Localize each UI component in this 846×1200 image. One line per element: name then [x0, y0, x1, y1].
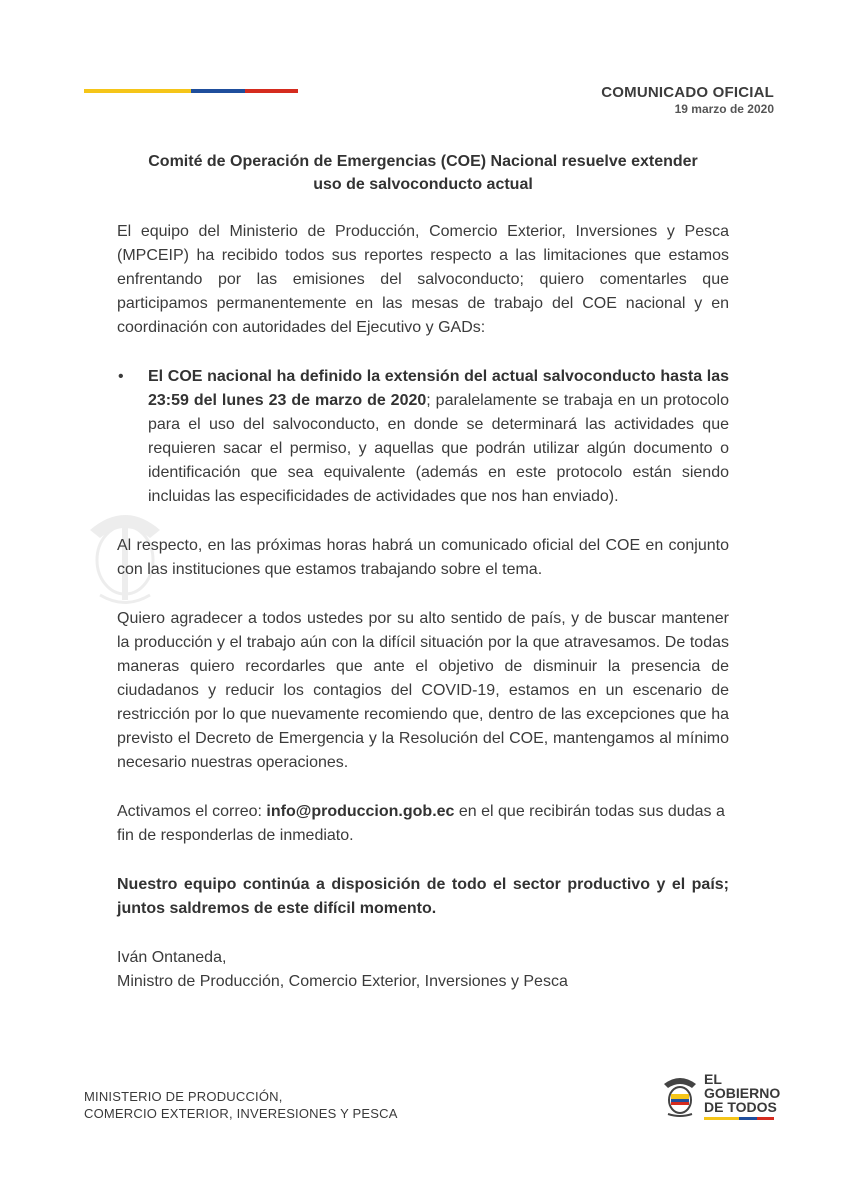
bullet-rest-text: ; paralelamente se trabaja en un protocolo para el uso del salvoconducto, en donde se determinará las actividades que requieren sacar el permiso, y aquellas que podrán utilizar algún documento o identificación que sea equivalente (además en este protocolo están siendo incluidas las especificidades de actividades que nos han enviado). — [148, 392, 730, 505]
email-link[interactable]: info@produccion.gob.ec — [266, 803, 455, 820]
gobierno-color-bar — [704, 1117, 774, 1120]
signature-name: Iván Ontaneda, — [117, 949, 227, 966]
email-pre-text: Activamos el correo: — [117, 803, 267, 820]
document-title — [100, 150, 746, 196]
gobierno-logo — [660, 1072, 780, 1120]
bullet-point: • — [118, 368, 124, 385]
gobierno-line-2: GOBIERNO — [704, 1085, 781, 1101]
email-post-text: en el que recibirán todas sus dudas a fin de responderlas de inmediato. — [117, 803, 725, 844]
signature-title: Ministro de Producción, Comercio Exterior, Inversiones y Pesca — [117, 973, 568, 990]
flag-color-bar — [84, 89, 298, 93]
gobierno-blue-stripe — [739, 1117, 757, 1120]
signature-block — [117, 946, 729, 994]
gobierno-red-stripe — [757, 1117, 775, 1120]
flag-yellow-stripe — [84, 89, 191, 93]
ministry-footer — [84, 1088, 398, 1122]
ministry-line-2: COMERCIO EXTERIOR, INVERESIONES Y PESCA — [84, 1106, 398, 1121]
bullet-item — [117, 365, 729, 509]
flag-red-stripe — [245, 89, 299, 93]
paragraph-closing: Nuestro equipo continúa a disposición de todo el sector productivo y el país; juntos saldremos de este difícil momento. — [117, 876, 729, 917]
paragraph-email — [117, 800, 729, 848]
gobierno-line-3: DE TODOS — [704, 1099, 777, 1115]
ministry-line-1: MINISTERIO DE PRODUCCIÓN, — [84, 1089, 283, 1104]
header-block — [601, 84, 774, 116]
gobierno-line-1: EL — [704, 1071, 722, 1087]
flag-blue-stripe — [191, 89, 245, 93]
paragraph-coe: Al respecto, en las próximas horas habrá un comunicado oficial del COE en conjunto con las instituciones que estamos trabajando sobre el tema. — [117, 537, 729, 578]
bullet-text — [148, 365, 729, 509]
gobierno-text — [704, 1072, 780, 1120]
paragraph-thanks: Quiero agradecer a todos ustedes por su alto sentido de país, y de buscar mantener la producción y el trabajo aún con la difícil situación por la que atravesamos. De todas maneras quiero recordarles que ante el objetivo de disminuir la presencia de ciudadanos y reducir los contagios del COVID-19, estamos en un escenario de restricción por lo que nuevamente recomiendo que, dentro de las excepciones que ha previsto el Decreto de Emergencia y la Resolución del COE, mantengamos al mínimo necesario nuestras operaciones. — [117, 610, 729, 771]
comunicado-label: COMUNICADO OFICIAL — [601, 84, 774, 101]
ecuador-emblem-icon — [660, 1072, 700, 1118]
document-body — [117, 220, 729, 994]
gobierno-yellow-stripe — [704, 1117, 739, 1120]
title-line-1: Comité de Operación de Emergencias (COE) Nacional resuelve extender — [148, 153, 698, 170]
comunicado-date: 19 marzo de 2020 — [674, 102, 774, 116]
bullet-bold-text: El COE nacional ha definido la extensión del actual salvoconducto hasta las 23:59 del lunes 23 de marzo de 2020 — [148, 368, 729, 409]
paragraph-intro: El equipo del Ministerio de Producción, Comercio Exterior, Inversiones y Pesca (MPCEIP) ha recibido todos sus reportes respecto a las limitaciones que estamos enfrentando por las emisiones del salvoconducto; quiero comentarles que participamos permanentemente en las mesas de trabajo del COE nacional y en coordinación con autoridades del Ejecutivo y GADs: — [117, 223, 729, 336]
title-line-2: uso de salvoconducto actual — [313, 176, 533, 193]
